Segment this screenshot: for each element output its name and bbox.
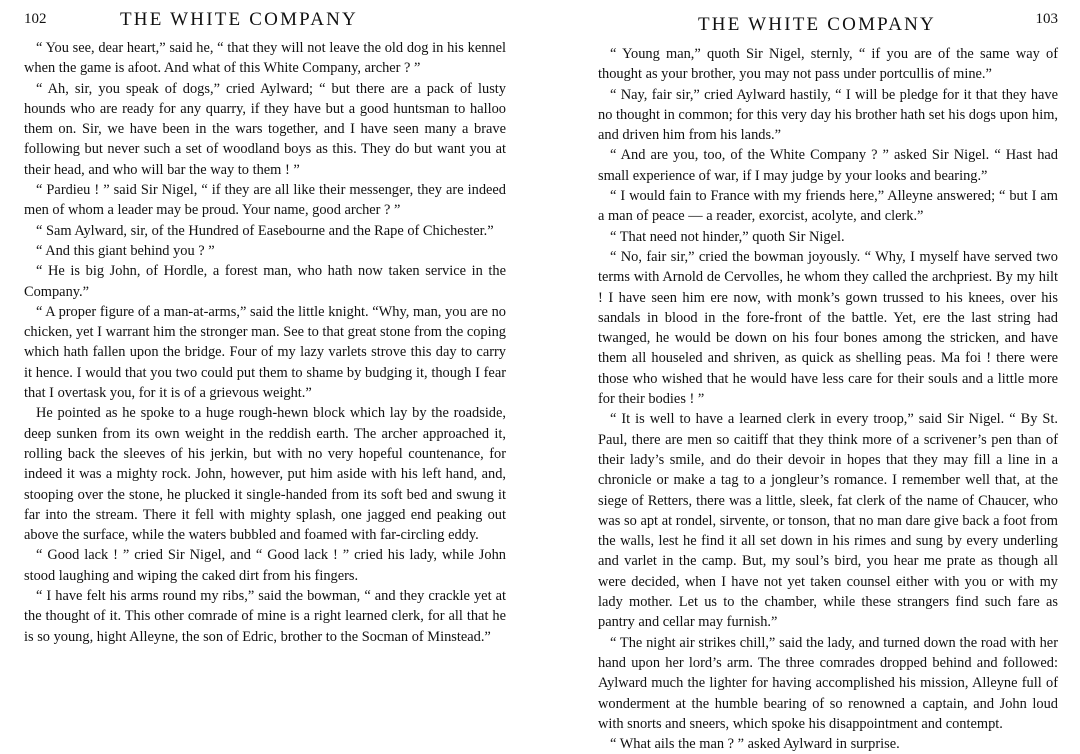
paragraph: “ A proper figure of a man-at-arms,” said the little knight. “Why, man, you are no chicken, yet I warrant him the stronger man. See to that great stone from the coping which hath fallen upon the bridge. Four of my lazy varlets strove this day to carry it hence. I would that you two could put them to shame by budging it, though I fear that I overtask you, for it is of a grievous weight.”	[24, 303, 506, 402]
paragraph: “ Ah, sir, you speak of dogs,” cried Aylward; “ but there are a pack of lusty hounds who are ready for any quarry, if they have but a good huntsman to halloo them on. Sir, we have been in the wars together, and I have seen many a brave following but never such a set of woodland boys as this. They do but want you at their head, and who will bar the way to them ! ”	[24, 80, 506, 178]
paragraph: “ He is big John, of Hordle, a forest man, who hath now taken service in the Company.”	[24, 263, 506, 300]
left-page	[24, 0, 506, 647]
paragraph: “ Nay, fair sir,” cried Aylward hastily, “ I will be pledge for it that they have no thought in common; for this very day his brother hath set his dogs upon him, and driven him from his lands.”	[598, 86, 1058, 144]
paragraph: “ And this giant behind you ? ”	[36, 242, 215, 259]
paragraph: “ What ails the man ? ” asked Aylward in surprise.	[610, 736, 900, 753]
paragraph: “ I would fain to France with my friends here,” Alleyne answered; “ but I am a man of peace — a reader, exorcist, acolyte, and clerk.”	[598, 188, 1058, 225]
running-title-left: THE WHITE COMPANY	[120, 9, 358, 30]
page-number-right: 103	[1035, 11, 1058, 27]
paragraph: “ You see, dear heart,” said he, “ that they will not leave the old dog in his kennel when the game is afoot. And what of this White Company, archer ? ”	[24, 40, 506, 77]
page-number-left: 102	[24, 11, 47, 27]
paragraph: “ Sam Aylward, sir, of the Hundred of Easebourne and the Rape of Chichester.”	[36, 222, 494, 239]
right-page	[598, 0, 1058, 754]
right-page-header	[598, 0, 1058, 38]
paragraph: “ Young man,” quoth Sir Nigel, sternly, “ if you are of the same way of thought as your brother, you may not pass under portcullis of mine.”	[598, 46, 1058, 83]
paragraph: “ Pardieu ! ” said Sir Nigel, “ if they are all like their messenger, they are indeed men of whom a leader may be proud. Your name, good archer ? ”	[24, 182, 506, 219]
paragraph: “ That need not hinder,” quoth Sir Nigel.	[610, 228, 845, 245]
paragraph: “ And are you, too, of the White Company ? ” asked Sir Nigel. “ Hast had small experience of war, if I may judge by your looks and bearing.”	[598, 147, 1058, 184]
paragraph: “ No, fair sir,” cried the bowman joyously. “ Why, I myself have served two terms with Arnold de Cervolles, he whom they called the archpriest. By my hilt ! I have seen him ere now, with monk’s gown trussed to his knees, over his sandals in blood in the fore-front of the battle. Yet, ere the last string had twanged, he would be down on his four bones among the stricken, and have them all houseled and shriven, as quick as shelling peas. Ma foi ! there were those who wished that he would have less care for their souls and a little more for their bodies ! ”	[598, 248, 1058, 408]
right-page-body	[598, 44, 1058, 754]
left-page-body	[24, 38, 506, 647]
running-title-right: THE WHITE COMPANY	[698, 14, 936, 35]
left-page-header	[24, 0, 506, 38]
paragraph: “ Good lack ! ” cried Sir Nigel, and “ Good lack ! ” cried his lady, while John stood laughing and wiping the caked dirt from his fingers.	[24, 547, 506, 584]
paragraph: “ It is well to have a learned clerk in every troop,” said Sir Nigel. “ By St. Paul, there are men so caitiff that they think more of a scrivener’s pen than of their lady’s smile, and do their devoir in hopes that they may fill a line in a chronicle or make a tag to a jongleur’s romance. I remember well that, at the siege of Retters, there was a little, sleek, fat clerk of the name of Chaucer, who was so apt at rondel, sirvente, or tonson, that no man dare give back a foot from the walls, lest he find it all set down in his rimes and sung by every underling and varlet in the camp. But, my soul’s bird, you hear me prate as though all were decided, when I have not yet taken counsel either with you or with my lady mother. Let us to the chamber, while these strangers find such fare as pantry and cellar may furnish.”	[598, 411, 1058, 631]
paragraph: He pointed as he spoke to a huge rough-hewn block which lay by the roadside, deep sunken from its own weight in the reddish earth. The archer approached it, rolling back the sleeves of his jerkin, but with no very hopeful countenance, for indeed it was a mighty rock. John, however, put him aside with his left hand, and, stooping over the stone, he plucked it single-handed from its soft bed and swung it far into the stream. There it fell with mighty splash, one jagged end peaking out above the surface, while the waters bubbled and foamed with far-circling eddy.	[24, 405, 506, 544]
paragraph: “ I have felt his arms round my ribs,” said the bowman, “ and they crackle yet at the thought of it. This other comrade of mine is a right learned clerk, for all that he is so young, hight Alleyne, the son of Edric, brother to the Socman of Minstead.”	[24, 588, 506, 645]
paragraph: “ The night air strikes chill,” said the lady, and turned down the road with her hand upon her lord’s arm. The three comrades dropped behind and followed: Aylward much the lighter for having accomplished his mission, Alleyne full of wonderment at the humble bearing of so renowned a captain, and John loud with snorts and sneers, which spoke his disappointment and contempt.	[598, 634, 1058, 732]
